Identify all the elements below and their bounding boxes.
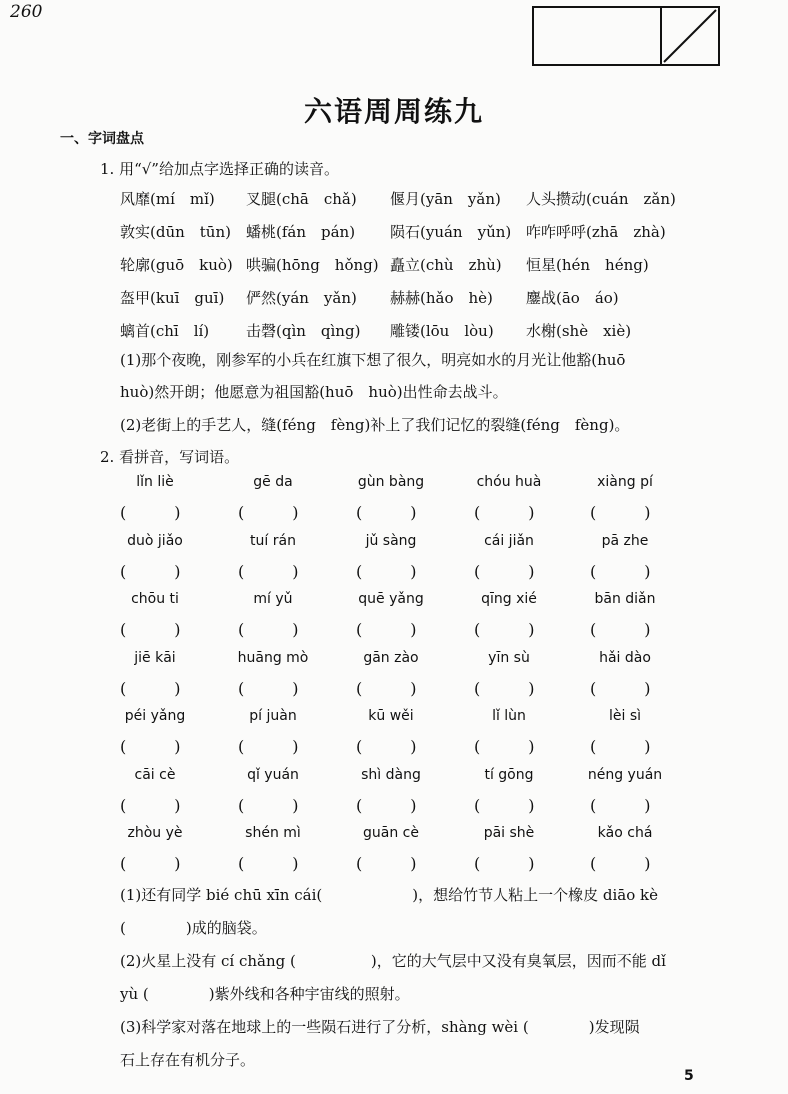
q1-item: 敦实(dūn tūn): [120, 223, 231, 241]
answer-blank[interactable]: ( ): [474, 620, 535, 639]
q1-item: 咋咋呼呼(zhā zhà): [526, 223, 666, 241]
pinyin-label: xiàng pí: [597, 474, 653, 490]
answer-blank[interactable]: ( ): [474, 737, 535, 756]
answer-blank[interactable]: ( ): [238, 620, 299, 639]
answer-blank[interactable]: ( ): [474, 679, 535, 698]
q1-item: 轮廓(guō kuò): [120, 256, 233, 274]
q1-item: 恒星(hén héng): [526, 256, 649, 274]
answer-blank[interactable]: ( ): [238, 562, 299, 581]
pinyin-label: guān cè: [363, 825, 419, 841]
q1-item: 偃月(yān yǎn): [390, 190, 501, 208]
pinyin-label: cāi cè: [134, 767, 176, 783]
q2-sentence-1-cont: ( )成的脑袋。: [120, 919, 267, 937]
answer-blank[interactable]: ( ): [238, 854, 299, 873]
page-title: 六语周周练九: [303, 95, 484, 128]
pinyin-label: chōu ti: [131, 591, 179, 607]
answer-blank[interactable]: ( ): [238, 796, 299, 815]
pinyin-label: zhòu yè: [127, 825, 183, 841]
q2-sentence-3: (3)科学家对落在地球上的一些陨石进行了分析，shàng wèi ( )发现陨: [120, 1018, 640, 1036]
answer-blank[interactable]: ( ): [590, 562, 651, 581]
pinyin-label: cái jiǎn: [484, 533, 534, 549]
pinyin-label: péi yǎng: [124, 708, 186, 724]
q2-prompt: 2. 看拼音，写词语。: [100, 448, 240, 466]
pinyin-label: tí gōng: [484, 767, 534, 783]
answer-blank[interactable]: ( ): [356, 737, 417, 756]
answer-blank[interactable]: ( ): [590, 503, 651, 522]
answer-blank[interactable]: ( ): [590, 796, 651, 815]
answer-blank[interactable]: ( ): [356, 503, 417, 522]
pinyin-label: qǐ yuán: [247, 767, 299, 783]
pinyin-label: néng yuán: [587, 767, 663, 783]
q2-sentence-2: (2)火星上没有 cí chǎng ( )，它的大气层中又没有臭氧层，因而不能 dǐ: [120, 952, 666, 970]
answer-blank[interactable]: ( ): [590, 620, 651, 639]
handwritten-page-number: 260: [10, 2, 43, 22]
score-box: [532, 6, 720, 66]
q1-item: 盔甲(kuī guī): [120, 289, 225, 307]
pinyin-label: quē yǎng: [358, 591, 424, 607]
pinyin-label: gē da: [253, 474, 293, 490]
answer-blank[interactable]: ( ): [120, 737, 181, 756]
pinyin-label: lèi sì: [608, 708, 642, 724]
pinyin-label: lǐn liè: [136, 474, 174, 490]
pinyin-label: jiē kāi: [134, 650, 176, 666]
q2-sentence-3-cont: 石上存在有机分子。: [120, 1051, 256, 1069]
answer-blank[interactable]: ( ): [120, 562, 181, 581]
pinyin-label: lǐ lùn: [492, 708, 526, 724]
answer-blank[interactable]: ( ): [356, 679, 417, 698]
section-heading: 一、字词盘点: [60, 131, 144, 147]
answer-blank[interactable]: ( ): [238, 679, 299, 698]
pinyin-label: hǎi dào: [599, 650, 651, 666]
pinyin-label: qīng xié: [481, 591, 537, 607]
q1-item: 赫赫(hǎo hè): [390, 289, 493, 307]
q1-item: 人头攒动(cuán zǎn): [526, 190, 676, 208]
answer-blank[interactable]: ( ): [356, 562, 417, 581]
answer-blank[interactable]: ( ): [474, 796, 535, 815]
q1-item: 鏖战(āo áo): [526, 289, 619, 307]
q1-item: 螭首(chī lí): [120, 322, 210, 340]
pinyin-label: tuí rán: [250, 533, 296, 549]
q1-item: 击磬(qìn qìng): [246, 322, 361, 340]
q1-item: 陨石(yuán yǔn): [390, 223, 512, 241]
pinyin-label: pā zhe: [601, 533, 649, 549]
answer-blank[interactable]: ( ): [590, 737, 651, 756]
pinyin-label: duò jiǎo: [127, 533, 183, 549]
answer-blank[interactable]: ( ): [356, 854, 417, 873]
answer-blank[interactable]: ( ): [120, 854, 181, 873]
score-box-diagonal: [662, 8, 718, 64]
pinyin-label: yīn sù: [488, 650, 530, 666]
pinyin-label: gān zào: [363, 650, 419, 666]
pinyin-label: bān diǎn: [594, 591, 656, 607]
pinyin-label: kǎo chá: [597, 825, 653, 841]
answer-blank[interactable]: ( ): [590, 854, 651, 873]
q1-item: 叉腿(chā chǎ): [246, 190, 357, 208]
pinyin-label: pāi shè: [483, 825, 535, 841]
q1-item: 俨然(yán yǎn): [246, 289, 357, 307]
q1-sentence-2: (2)老街上的手艺人，缝(féng fèng)补上了我们记忆的裂缝(féng fèng)。: [120, 416, 630, 434]
q1-item: 哄骗(hōng hǒng): [246, 256, 379, 274]
pinyin-label: huāng mò: [237, 650, 309, 666]
pinyin-label: shén mì: [245, 825, 301, 841]
q1-sentence-1-cont: huò)然开朗；他愿意为祖国豁(huō huò)出性命去战斗。: [120, 383, 508, 401]
answer-blank[interactable]: ( ): [238, 737, 299, 756]
q1-item: 水榭(shè xiè): [526, 322, 632, 340]
q1-item: 雕镂(lōu lòu): [390, 322, 494, 340]
pinyin-label: kū wěi: [368, 708, 414, 724]
q1-sentence-1: (1)那个夜晚，刚参军的小兵在红旗下想了很久，明亮如水的月光让他豁(huō: [120, 351, 626, 369]
pinyin-label: shì dàng: [361, 767, 421, 783]
answer-blank[interactable]: ( ): [120, 620, 181, 639]
answer-blank[interactable]: ( ): [238, 503, 299, 522]
answer-blank[interactable]: ( ): [356, 796, 417, 815]
pinyin-label: pí juàn: [249, 708, 297, 724]
answer-blank[interactable]: ( ): [474, 503, 535, 522]
q1-item: 风靡(mí mǐ): [120, 190, 215, 208]
pinyin-label: mí yǔ: [253, 591, 293, 607]
answer-blank[interactable]: ( ): [356, 620, 417, 639]
q2-sentence-1: (1)还有同学 bié chū xīn cái( )，想给竹节人粘上一个橡皮 diāo kè: [120, 886, 658, 904]
page-number: 5: [684, 1068, 694, 1084]
q1-item: 矗立(chù zhù): [390, 256, 502, 274]
answer-blank[interactable]: ( ): [590, 679, 651, 698]
q1-item: 蟠桃(fán pán): [246, 223, 356, 241]
pinyin-label: jǔ sàng: [365, 533, 417, 549]
answer-blank[interactable]: ( ): [120, 679, 181, 698]
answer-blank[interactable]: ( ): [120, 503, 181, 522]
q2-sentence-2-cont: yù ( )紫外线和各种宇宙线的照射。: [120, 985, 410, 1003]
pinyin-label: chóu huà: [476, 474, 542, 490]
answer-blank[interactable]: ( ): [474, 854, 535, 873]
answer-blank[interactable]: ( ): [474, 562, 535, 581]
q1-prompt: 1. 用“√”给加点字选择正确的读音。: [100, 160, 339, 178]
answer-blank[interactable]: ( ): [120, 796, 181, 815]
pinyin-label: gùn bàng: [357, 474, 425, 490]
